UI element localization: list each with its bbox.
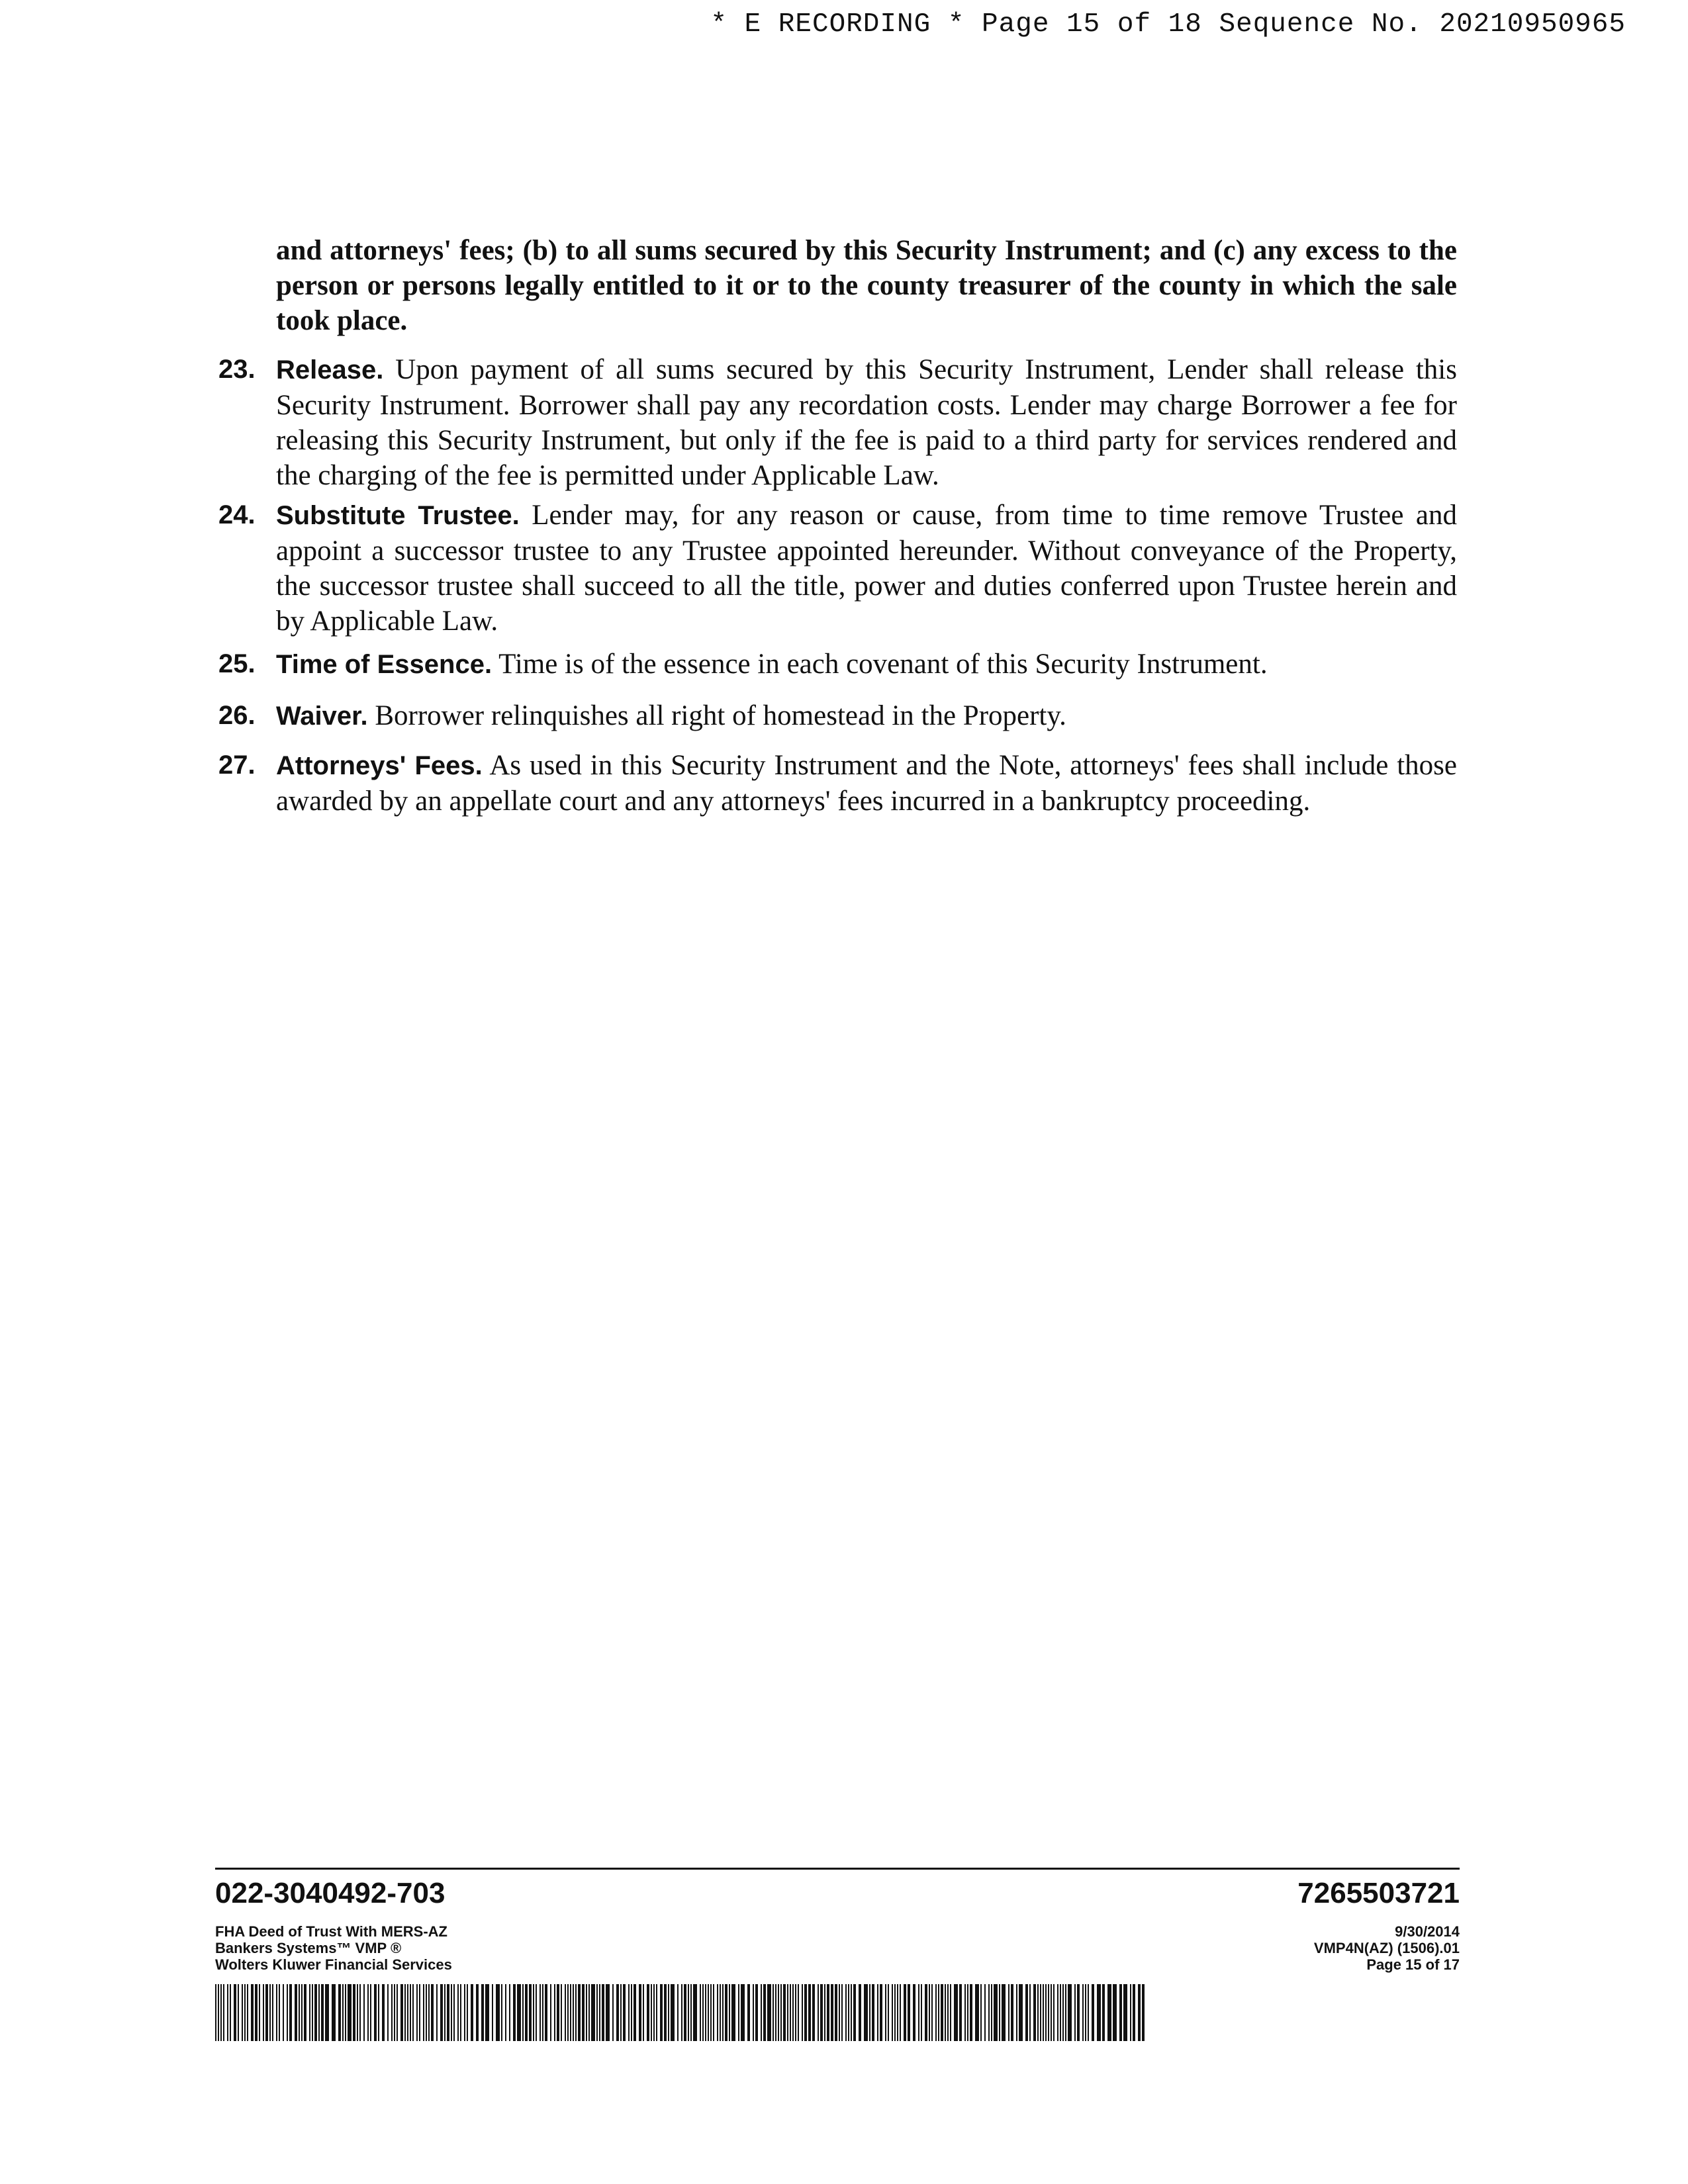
continuation-paragraph: and attorneys' fees; (b) to all sums secured by this Security Instrument; and (c) any excess to the person or persons legally entitled to it or to the county treasurer of the county in which the sale took place. — [276, 235, 1457, 336]
section-text: Borrower relinquishes all right of homestead in the Property. — [375, 700, 1066, 731]
min-number: 7265503721 — [1297, 1877, 1460, 1909]
section-number: 26. — [218, 701, 256, 730]
section-number: 27. — [218, 751, 256, 780]
form-info — [215, 1923, 452, 1973]
footer-divider — [215, 1868, 1460, 1870]
section-title: Attorneys' Fees. — [276, 751, 483, 780]
section-text: Time is of the essence in each covenant of this Security Instrument. — [498, 649, 1268, 680]
section-23-release — [218, 352, 1457, 493]
loan-number: 022-3040492-703 — [215, 1877, 445, 1909]
section-text: As used in this Security Instrument and the Note, attorneys' fees shall include those awarded by an appellate court and any attorneys' fees incurred in a bankruptcy proceeding. — [276, 750, 1457, 817]
form-publisher: Bankers Systems™ VMP ® — [215, 1940, 402, 1956]
form-date: 9/30/2014 — [1395, 1923, 1460, 1940]
form-title: FHA Deed of Trust With MERS-AZ — [215, 1923, 447, 1940]
page-label: Page 15 of 17 — [1366, 1956, 1460, 1973]
section-24-substitute-trustee — [218, 498, 1457, 639]
section-title: Time of Essence. — [276, 650, 492, 679]
section-text: Upon payment of all sums secured by this Security Instrument, Lender shall release this Security Instrument. Borrower shall pay any recordation costs. Lender may charge Borrower a fee for releasing this Security Instrument, but only if the fee is paid to a third party for services rendered and the charging of the fee is permitted under Applicable Law. — [276, 354, 1457, 491]
section-title: Release. — [276, 355, 384, 385]
form-code: VMP4N(AZ) (1506).01 — [1313, 1940, 1460, 1956]
section-number: 24. — [218, 500, 256, 529]
section-27-attorneys-fees — [218, 748, 1457, 819]
form-meta — [1314, 1923, 1460, 1973]
section-title: Substitute Trustee. — [276, 501, 520, 530]
form-company: Wolters Kluwer Financial Services — [215, 1956, 452, 1973]
recording-header: * E RECORDING * Page 15 of 18 Sequence No. 20210950965 — [710, 9, 1626, 40]
section-text: Lender may, for any reason or cause, from time to time remove Trustee and appoint a successor trustee to any Trustee appointed hereunder. Without conveyance of the Property, the successor trustee shall succeed to all the title, power and duties conferred upon Trustee herein and by Applicable Law. — [276, 500, 1458, 637]
barcode — [215, 1984, 1149, 2041]
section-number: 23. — [218, 355, 256, 384]
section-25-time-of-essence — [218, 647, 1457, 682]
section-number: 25. — [218, 649, 256, 678]
section-26-waiver — [218, 698, 1457, 734]
section-title: Waiver. — [276, 702, 368, 731]
